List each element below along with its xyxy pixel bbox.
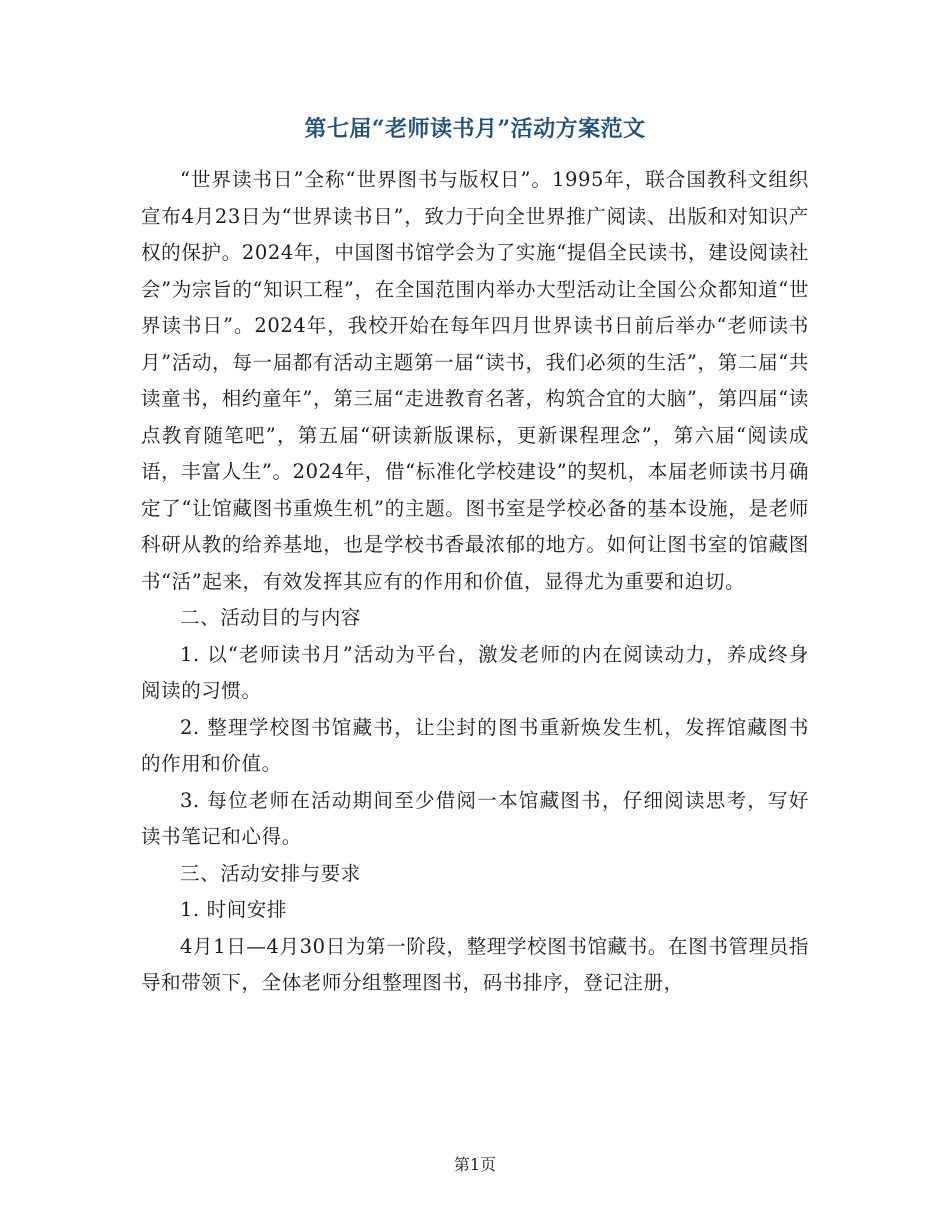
intro-paragraph: “世界读书日”全称“世界图书与版权日”。1995年，联合国教科文组织宣布4月23日为“世界读书日”，致力于向全世界推广阅读、出版和对知识产权的保护。2024年，中国图书馆学会为了实施“提倡全民读书，建设阅读社会”为宗旨的“知识工程”，在全国范围内举办大型活动让全国公众都知道“世界读书日”。2024年，我校开始在每年四月世界读书日前后举办“老师读书月”活动，每一届都有活动主题第一届“读书，我们必须的生活”，第二届“共读童书，相约童年”，第三届“走进教育名著，构筑合宜的大脑”，第四届“读点教育随笔吧”，第五届“研读新版课标，更新课程理念”，第六届“阅读成语，丰富人生”。2024年，借“标准化学校建设”的契机，本届老师读书月确定了“让馆藏图书重焕生机”的主题。图书室是学校必备的基本设施，是老师科研从教的给养基地，也是学校书香最浓郁的地方。如何让图书室的馆藏图书“活”起来，有效发挥其应有的作用和价值，显得尤为重要和迫切。: [141, 168, 809, 593]
schedule-paragraph: 4月1日—4月30日为第一阶段，整理学校图书馆藏书。在图书管理员指导和带领下，全体老师分组整理图书，码书排序，登记注册，: [141, 934, 809, 994]
section-heading-arrangement: 三、活动安排与要求: [180, 861, 361, 885]
goal-item-2: 2. 整理学校图书馆藏书，让尘封的图书重新焕发生机，发挥馆藏图书的作用和价值。: [141, 715, 809, 775]
goal-item-1: 1. 以“老师读书月”活动为平台，激发老师的内在阅读动力，养成终身阅读的习惯。: [141, 642, 809, 702]
page-number: 第1页: [453, 1155, 497, 1174]
goal-item-3: 3. 每位老师在活动期间至少借阅一本馆藏图书，仔细阅读思考，写好读书笔记和心得。: [141, 788, 809, 848]
document-body: [141, 162, 809, 1002]
subheading-schedule: 1. 时间安排: [180, 898, 288, 921]
section-heading-goals: 二、活动目的与内容: [180, 606, 361, 629]
document-title: 第七届“老师读书月”活动方案范文: [304, 116, 646, 142]
